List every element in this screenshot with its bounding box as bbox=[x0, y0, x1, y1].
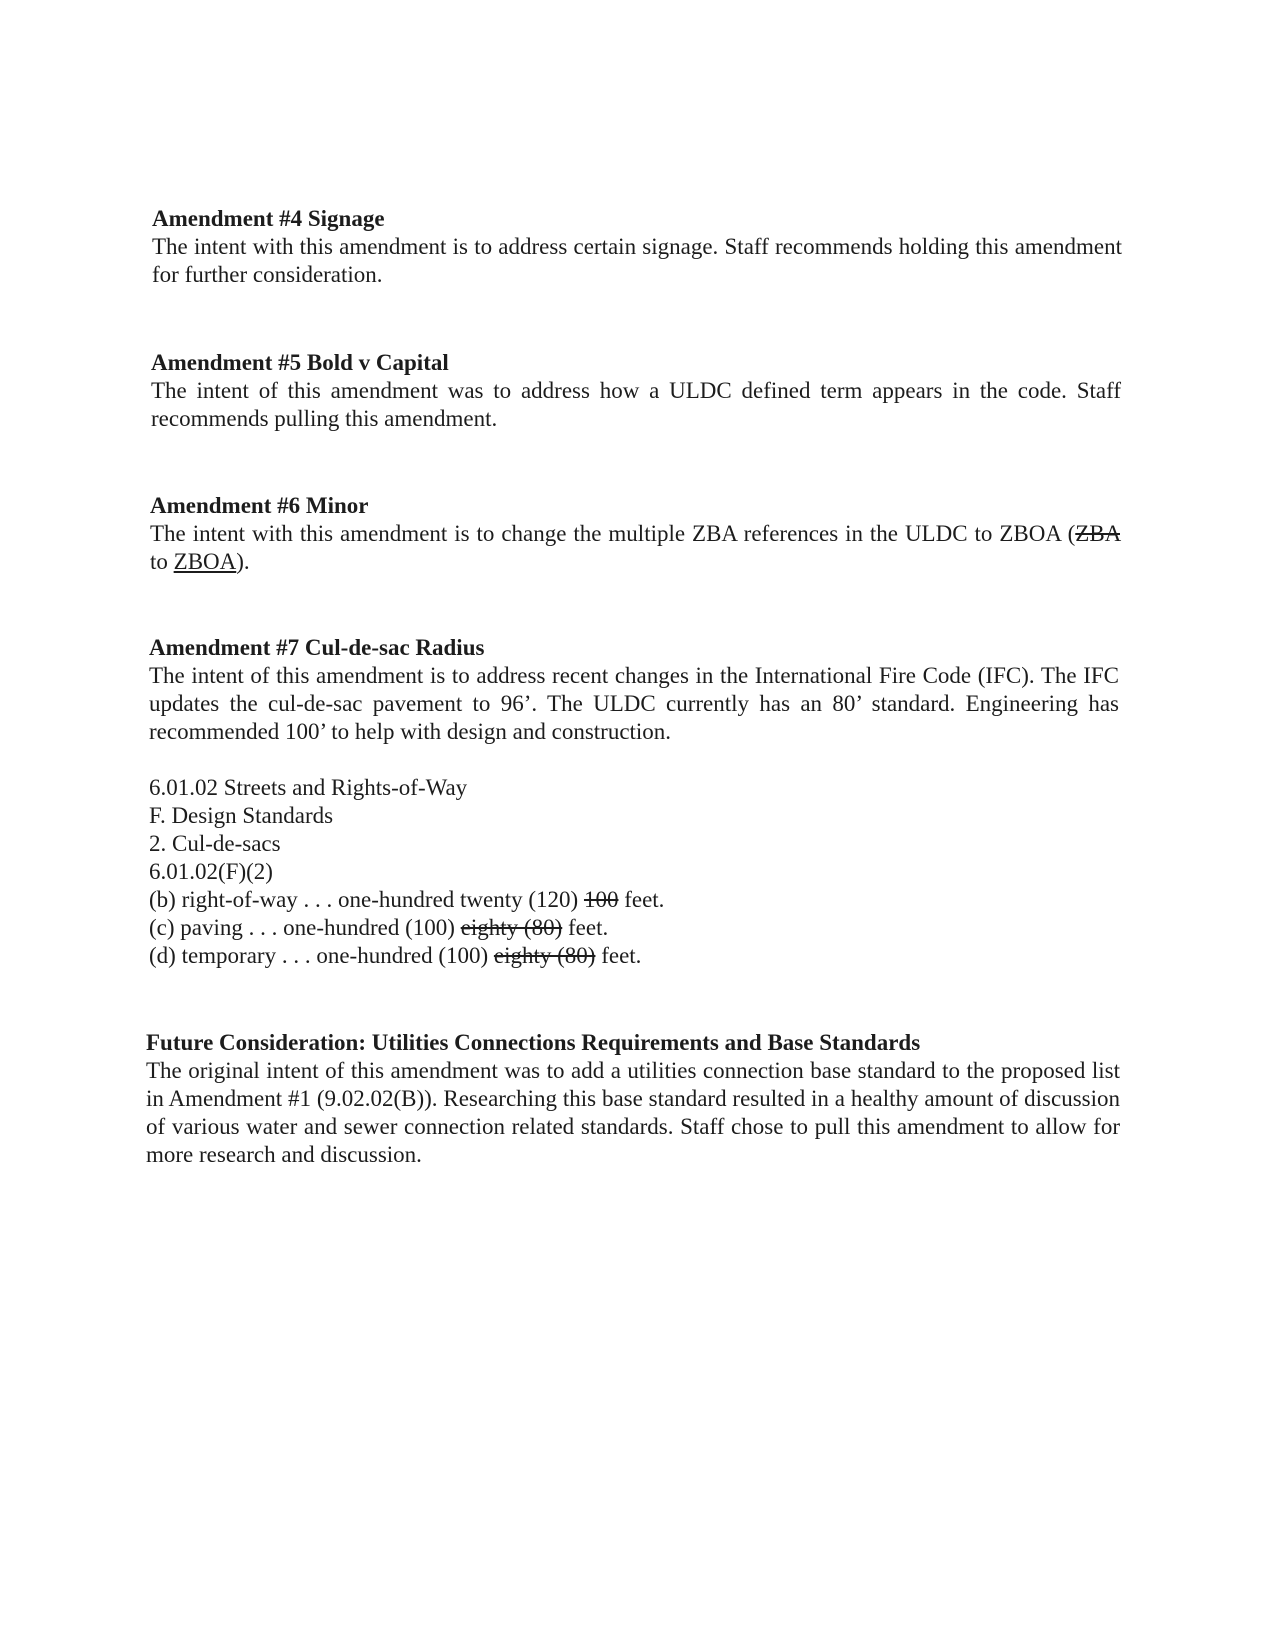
code-item-b-text: (b) right-of-way . . . one-hundred twenty (120) bbox=[149, 887, 584, 912]
code-item-c-text: (c) paving . . . one-hundred (100) bbox=[149, 915, 461, 940]
amendment-4-body: The intent with this amendment is to address certain signage. Staff recommends holding this amendment for further consideration. bbox=[152, 234, 1122, 287]
code-item-c bbox=[149, 914, 1119, 942]
amendment-6-body bbox=[150, 520, 1120, 576]
amendment-6-section bbox=[150, 492, 1120, 576]
deleted-text: ZBA bbox=[1075, 521, 1120, 546]
amendment-6-close: ). bbox=[236, 549, 250, 574]
code-section-title: 6.01.02 Streets and Rights-of-Way bbox=[149, 775, 468, 800]
deleted-text: 100 bbox=[583, 887, 619, 912]
code-item-d-end: feet. bbox=[595, 943, 642, 968]
future-consideration-section bbox=[146, 1029, 1120, 1169]
amendment-6-open-paren: ( bbox=[1067, 521, 1076, 546]
amendment-4-heading: Amendment #4 Signage bbox=[152, 206, 385, 231]
amendment-6-body-text: The intent with this amendment is to change the multiple ZBA references in the ULDC to ZBOA bbox=[150, 521, 1061, 546]
amendment-6-middle: to bbox=[150, 549, 174, 574]
amendment-5-body: The intent of this amendment was to address how a ULDC defined term appears in the code. Staff recommends pulling this amendment. bbox=[151, 378, 1121, 431]
code-reference: 6.01.02(F)(2) bbox=[149, 859, 273, 884]
future-consideration-body: The original intent of this amendment was to add a utilities connection base standard to the proposed list in Amendment #1 (9.02.02(B)). Researching this base standard resulted in a healthy amount of discussion of various water and sewer connection related standards. Staff chose to pull this amendment to allow for more research and discussion. bbox=[146, 1058, 1120, 1167]
code-item-b-end: feet. bbox=[618, 887, 665, 912]
amendment-7-body: The intent of this amendment is to address recent changes in the International Fire Code (IFC). The IFC updates the cul-de-sac pavement to 96’. The ULDC currently has an 80’ standard. Engineering has recommended 100’ to help with design and construction. bbox=[149, 663, 1119, 744]
code-item-title: 2. Cul-de-sacs bbox=[149, 831, 281, 856]
code-item-c-end: feet. bbox=[562, 915, 609, 940]
code-subsection-title: F. Design Standards bbox=[149, 803, 334, 828]
amendment-6-heading: Amendment #6 Minor bbox=[150, 493, 369, 518]
future-consideration-heading: Future Consideration: Utilities Connections Requirements and Base Standards bbox=[146, 1030, 921, 1055]
amendment-7-heading: Amendment #7 Cul-de-sac Radius bbox=[149, 635, 485, 660]
code-item-d bbox=[149, 942, 1119, 970]
code-item-d-text: (d) temporary . . . one-hundred (100) bbox=[149, 943, 494, 968]
deleted-text: eighty (80) bbox=[493, 943, 596, 968]
amendment-7-section bbox=[149, 634, 1119, 970]
deleted-text: eighty (80) bbox=[460, 915, 563, 940]
amendment-5-section bbox=[151, 349, 1121, 433]
code-excerpt bbox=[149, 774, 1119, 970]
amendment-5-heading: Amendment #5 Bold v Capital bbox=[151, 350, 449, 375]
code-item-b bbox=[149, 886, 1119, 914]
added-text: ZBOA bbox=[173, 549, 237, 574]
amendment-4-section bbox=[152, 205, 1122, 289]
